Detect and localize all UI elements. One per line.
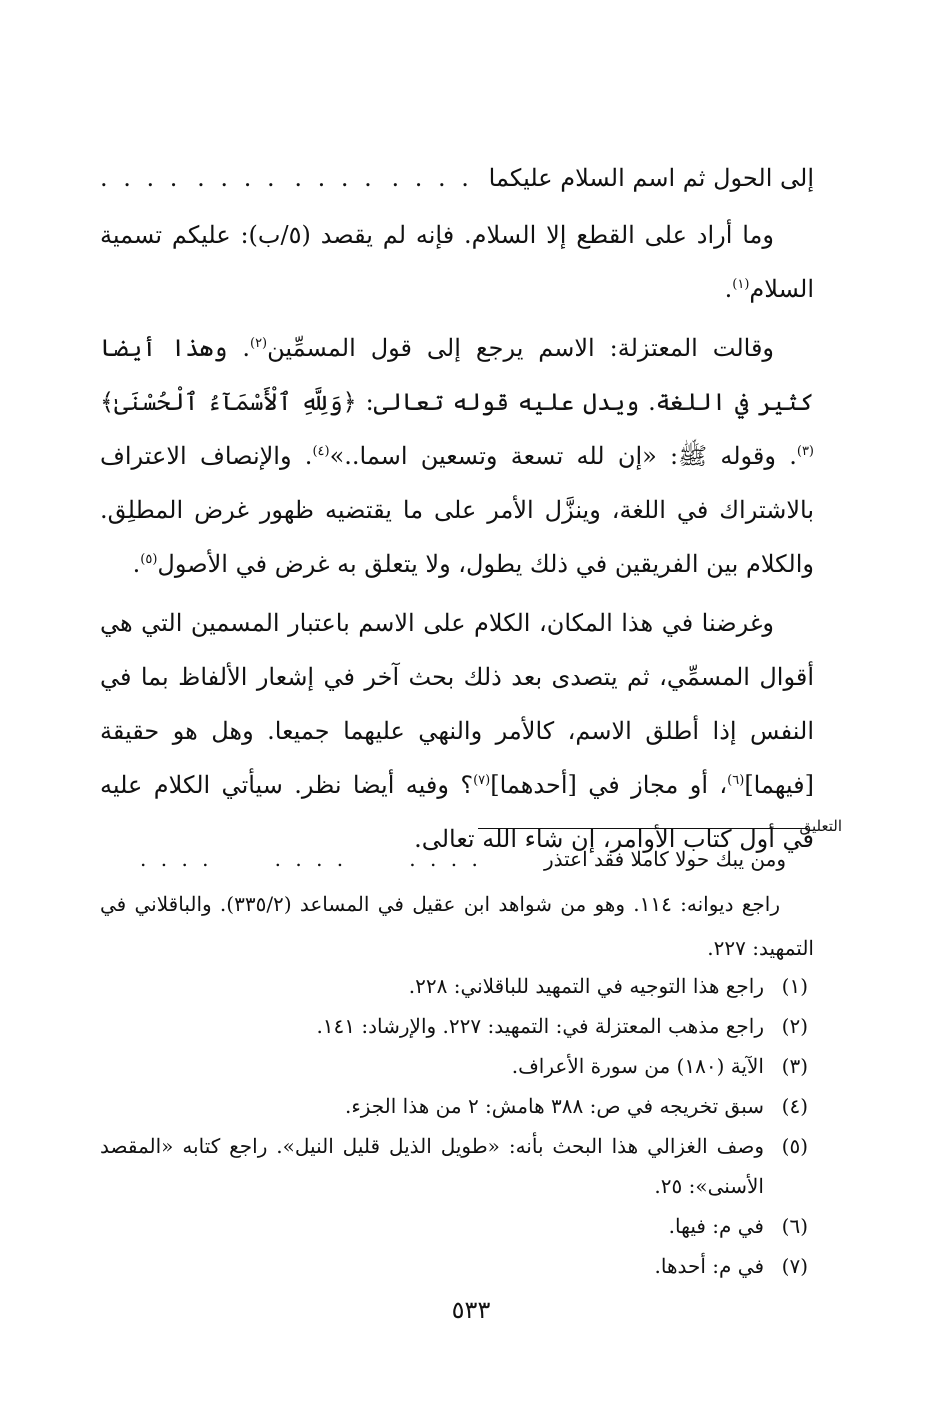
verse-dots: . . . . bbox=[391, 164, 473, 192]
verse-dots: . . . . bbox=[274, 847, 348, 871]
footnote-ref[interactable]: (٢) bbox=[249, 336, 268, 351]
text-run: . bbox=[724, 275, 733, 303]
footnote-ref[interactable]: (٧) bbox=[473, 773, 491, 788]
footnote-text: راجع هذا التوجيه في التمهيد للباقلاني: ٢٢٨. bbox=[408, 974, 764, 998]
footnote-text: في م: أحدها. bbox=[654, 1254, 764, 1278]
quran-quote: . وهذا أيضا كثير في اللغة. ويدل عليه قوله تعالى: ﴿وَلِلَّهِ ٱلْأَسْمَآءُ ٱلْحُسْنَىٰ﴾ bbox=[100, 334, 814, 416]
text-run: ؟ وفيه أيضا نظر. سيأتي الكلام عليه في أول كتاب الأوامر، إن شاء الله تعالى. bbox=[100, 771, 814, 853]
verse-dots: . . . . bbox=[197, 164, 279, 192]
footnote-number: (٣) bbox=[781, 1054, 808, 1078]
footnote-text: سبق تخريجه في ص: ٣٨٨ هامش: ٢ من هذا الجزء. bbox=[344, 1094, 764, 1118]
verse-hemistich: إلى الحول ثم اسم السلام عليكما bbox=[488, 164, 814, 192]
footnote-text: وصف الغزالي هذا البحث بأنه: «طويل الذيل قليل النيل». راجع كتابه «المقصد الأسنى»: ٢٥. bbox=[100, 1134, 764, 1198]
footnote-ref[interactable]: (٥) bbox=[140, 552, 158, 567]
commentary-divider bbox=[478, 828, 808, 829]
page-number: ٥٣٣ bbox=[451, 1296, 491, 1324]
commentary-source: راجع ديوانه: ١١٤. وهو من شواهد ابن عقيل في المساعد (٣٣٥/٢). والباقلاني في التمهيد: ٢٢٧. bbox=[100, 892, 814, 960]
footnote-ref[interactable]: (٤) bbox=[312, 444, 330, 459]
footnote-item bbox=[100, 1006, 814, 1046]
footnote-number: (٧) bbox=[781, 1254, 808, 1278]
footnote-ref[interactable]: (١) bbox=[732, 277, 750, 292]
text-run: وغرضنا في هذا المكان، الكلام على الاسم باعتبار المسمين التي هي أقوال المسمِّي، ثم يتصدى بعد ذلك بحث آخر في إشعار الألفاظ بما في النفس إذا أطلق الاسم، كالأمر والنهي عليهما جميعا. وهل هو حقيقة [فيهما] bbox=[100, 609, 815, 799]
text-run: . bbox=[132, 550, 141, 578]
paragraph bbox=[100, 321, 814, 591]
verse-line bbox=[100, 158, 814, 198]
verse-dots: . . . . bbox=[140, 847, 213, 871]
footnote-text: الآية (١٨٠) من سورة الأعراف. bbox=[511, 1054, 764, 1078]
paragraph bbox=[100, 208, 814, 316]
verse-dots: . . . . bbox=[409, 847, 482, 871]
footnote-item bbox=[100, 1046, 814, 1086]
footnote-text: في م: فيها. bbox=[668, 1214, 764, 1238]
footnote-item bbox=[100, 966, 814, 1006]
footnote-number: (١) bbox=[781, 974, 808, 998]
footnote-item bbox=[100, 1126, 814, 1206]
footnote-number: (٦) bbox=[781, 1214, 808, 1238]
text-run: ، أو مجاز في [أحدهما] bbox=[490, 771, 728, 799]
text-run: وما أراد على القطع إلا السلام. فإنه لم يقصد (٥/ب): عليكم تسمية السلام bbox=[100, 221, 814, 303]
verse-dots: . . . . bbox=[100, 164, 182, 192]
commentary-verse bbox=[100, 842, 814, 876]
footnote-number: (٤) bbox=[781, 1094, 808, 1118]
footnote-text: راجع مذهب المعتزلة في: التمهيد: ٢٢٧. والإرشاد: ١٤١. bbox=[316, 1014, 764, 1038]
text-run: وقالت المعتزلة: الاسم يرجع إلى قول المسمِّين bbox=[267, 334, 775, 362]
footnote-item bbox=[100, 1086, 814, 1126]
footnote-item bbox=[100, 1206, 814, 1246]
paragraph bbox=[100, 596, 814, 866]
footnotes-list bbox=[100, 966, 814, 1286]
verse-dots: . . . . bbox=[294, 164, 376, 192]
hadith-quote: . وقوله ﷺ: «إن لله تسعة وتسعين اسما..» bbox=[329, 442, 797, 470]
footnote-ref[interactable]: (٣) bbox=[796, 444, 814, 459]
footnote-ref[interactable]: (٦) bbox=[727, 773, 745, 788]
main-text bbox=[100, 208, 814, 871]
commentary-hemistich: ومن يبك حولا كاملا فقد اعتذر bbox=[543, 847, 786, 871]
text-run: . والإنصاف الاعتراف بالاشتراك في اللغة، وينزَّل الأمر على ما يقتضيه ظهور غرض المطلِق. والكلام بين الفريقين في ذلك يطول، ولا يتعلق به غرض في الأصول bbox=[100, 442, 814, 578]
footnote-item bbox=[100, 1246, 814, 1286]
commentary-label: التعليق bbox=[799, 817, 842, 835]
footnote-number: (٢) bbox=[781, 1014, 808, 1038]
footnote-number: (٥) bbox=[781, 1134, 808, 1158]
